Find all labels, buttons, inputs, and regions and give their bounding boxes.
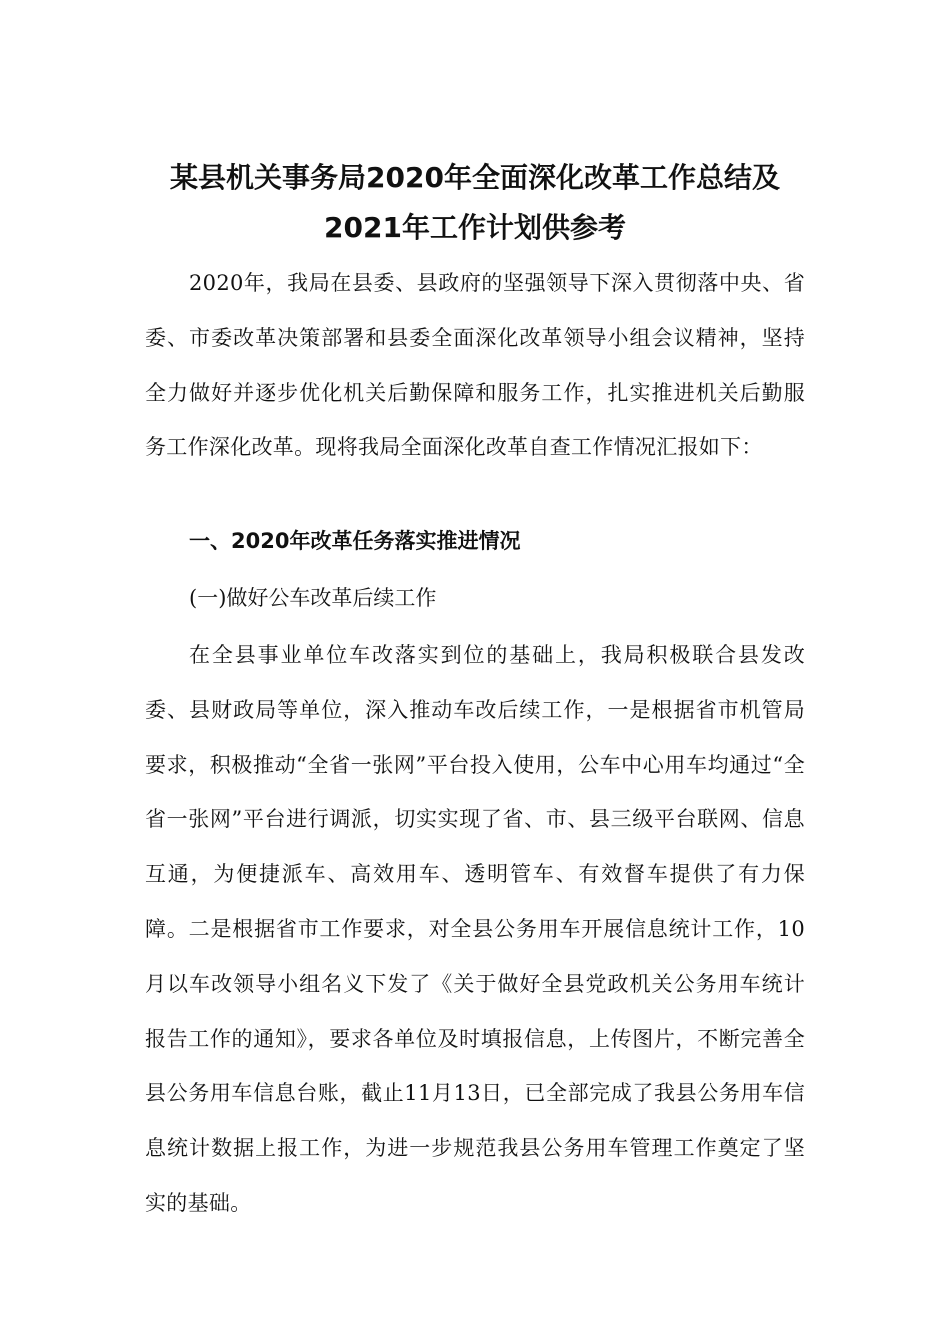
intro-paragraph: 2020年，我局在县委、县政府的坚强领导下深入贯彻落中央、省委、市委改革决策部署和县委全面深化改革领导小组会议精神，坚持全力做好并逐步优化机关后勤保障和服务工作，扎实推进机关后勤服务工作深化改革。现将我局全面深化改革自查工作情况汇报如下：: [145, 271, 805, 460]
document-title-line-1: 某县机关事务局2020年全面深化改革工作总结及: [170, 161, 780, 194]
section-heading: 一、2020年改革任务落实推进情况: [189, 529, 521, 553]
subsection-paragraph: 在全县事业单位车改落实到位的基础上，我局积极联合县发改委、县财政局等单位，深入推动车改后续工作，一是根据省市机管局要求，积极推动“全省一张网”平台投入使用，公车中心用车均通过“全省一张网”平台进行调派，切实实现了省、市、县三级平台联网、信息互通，为便捷派车、高效用车、透明管车、有效督车提供了有力保障。二是根据省市工作要求，对全县公务用车开展信息统计工作，10月以车改领导小组名义下发了《关于做好全县党政机关公务用车统计报告工作的通知》，要求各单位及时填报信息，上传图片，不断完善全县公务用车信息台账，截止11月13日，已全部完成了我县公务用车信息统计数据上报工作，为进一步规范我县公务用车管理工作奠定了坚实的基础。: [145, 643, 805, 1215]
subsection-heading: (一)做好公车改革后续工作: [189, 586, 437, 610]
document-title-line-2: 2021年工作计划供参考: [324, 211, 626, 244]
